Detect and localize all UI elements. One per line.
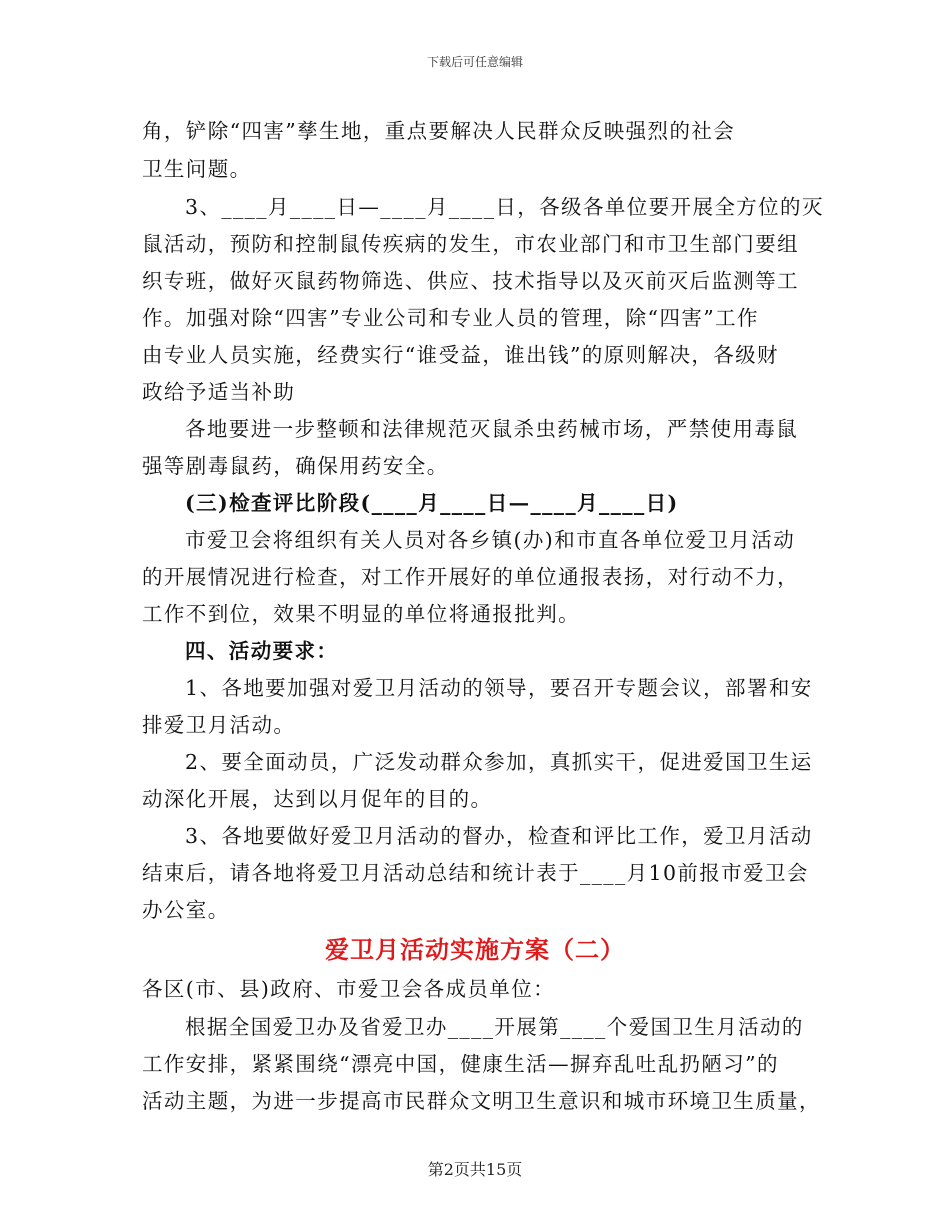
text-line: 的开展情况进行检查，对工作开展好的单位通报表扬，对行动不力，	[142, 565, 799, 589]
text-line: 织专班，做好灭鼠药物筛选、供应、技术指导以及灭前灭后监测等工	[142, 269, 799, 293]
text-line: 3、各地要做好爱卫月活动的督办，检查和评比工作，爱卫月活动	[185, 824, 813, 848]
text-line: 各区(市、县)政府、市爱卫会各成员单位：	[142, 977, 555, 1001]
text-line: 强等剧毒鼠药，确保用药安全。	[142, 454, 449, 478]
text-line: 作。加强对除“四害”专业公司和专业人员的管理，除“四害”工作	[142, 306, 759, 330]
text-line: 工作不到位，效果不明显的单位将通报批判。	[142, 602, 580, 626]
text-line: 排爱卫月活动。	[142, 713, 296, 737]
page-footer: 第2页共15页	[427, 1160, 523, 1179]
text-line: 结束后，请各地将爱卫月活动总结和统计表于____月10前报市爱卫会	[142, 861, 809, 885]
document-title: 爱卫月活动实施方案（二）	[325, 935, 625, 964]
text-line: 根据全国爱卫办及省爱卫办____开展第____个爱国卫生月活动的	[185, 1015, 804, 1039]
text-line: 3、____月____日—____月____日，各级各单位要开展全方位的灭	[185, 195, 824, 219]
text-line: 工作安排，紧紧围绕“漂亮中国，健康生活—摒弃乱吐乱扔陋习”的	[142, 1052, 779, 1076]
text-line: 1、各地要加强对爱卫月活动的领导，要召开专题会议，部署和安	[185, 676, 813, 700]
text-line: 卫生问题。	[142, 157, 252, 181]
text-line: 政给予适当补助	[142, 380, 296, 404]
section-heading: 四、活动要求：	[185, 639, 339, 663]
text-line: 动深化开展，达到以月促年的目的。	[142, 787, 493, 811]
text-line: 办公室。	[142, 898, 230, 922]
text-line: 活动主题，为进一步提高市民群众文明卫生意识和城市环境卫生质量，	[142, 1089, 821, 1113]
text-line: 2、要全面动员，广泛发动群众参加，真抓实干，促进爱国卫生运	[185, 750, 813, 774]
text-line: 由专业人员实施，经费实行“谁受益，谁出钱”的原则解决，各级财	[142, 343, 779, 367]
text-line: 市爱卫会将组织有关人员对各乡镇(办)和市直各单位爱卫月活动	[185, 528, 796, 552]
text-line: 鼠活动，预防和控制鼠传疾病的发生，市农业部门和市卫生部门要组	[142, 232, 799, 256]
text-line: 各地要进一步整顿和法律规范灭鼠杀虫药械市场，严禁使用毒鼠	[185, 417, 799, 441]
text-line: 角，铲除“四害”孳生地，重点要解决人民群众反映强烈的社会	[142, 119, 736, 143]
section-heading: (三)检查评比阶段(____月____日—____月____日)	[185, 491, 679, 515]
page-header: 下载后可任意编辑	[426, 55, 523, 69]
